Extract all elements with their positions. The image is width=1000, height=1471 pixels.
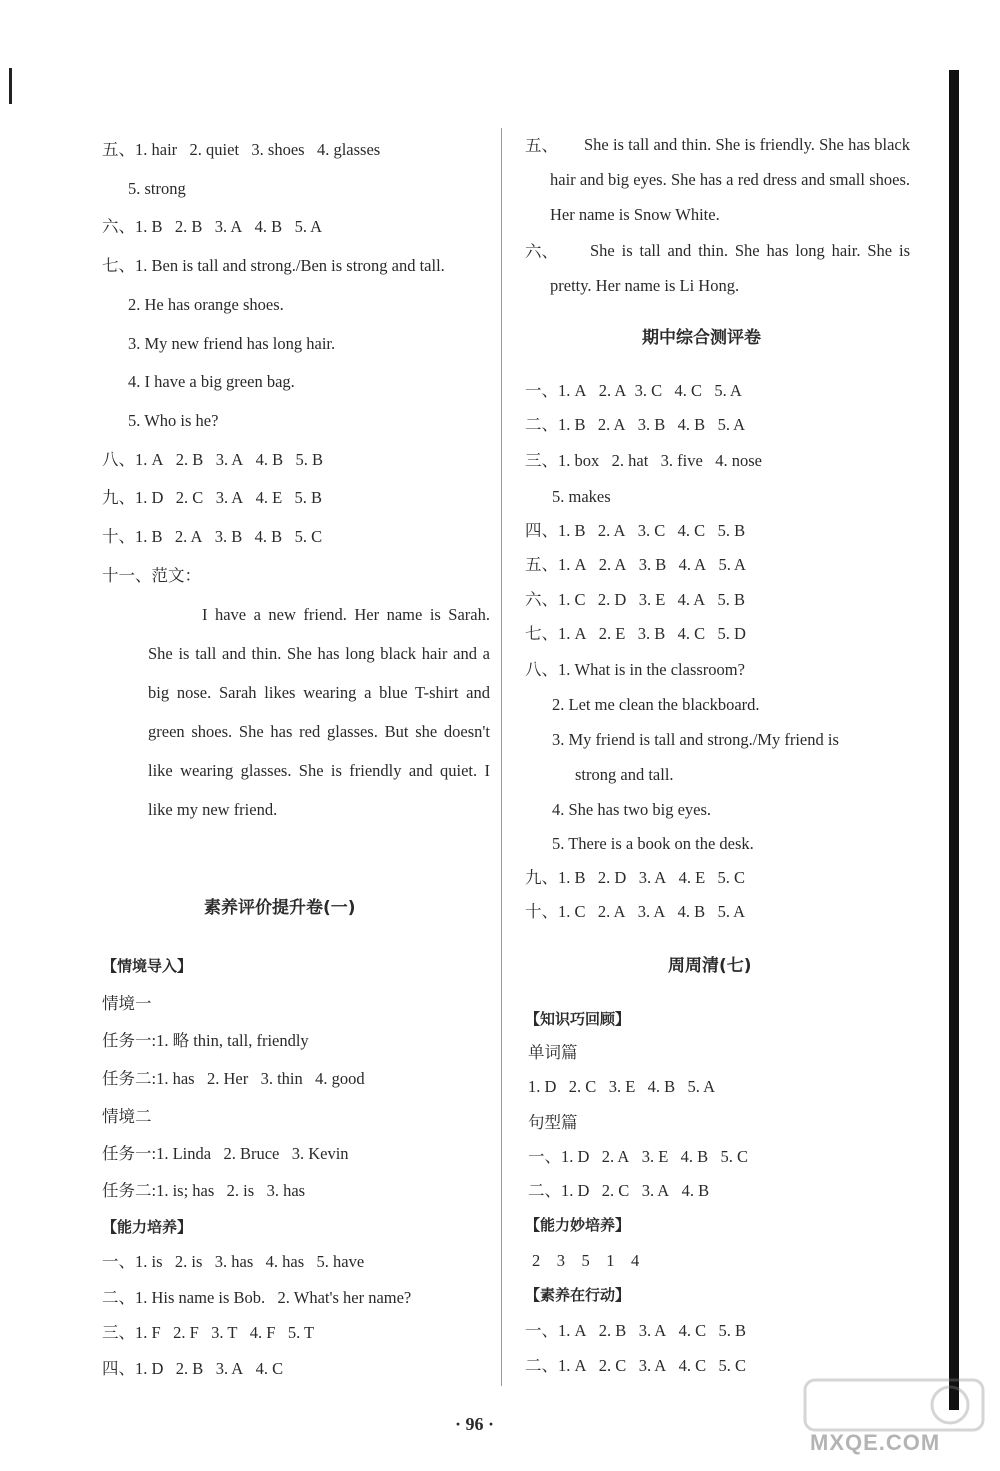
answer-line: 四、1. D 2. B 3. A 4. C <box>102 1359 284 1378</box>
answer-line: 任务一:1. 略 thin, tall, friendly <box>102 1031 309 1050</box>
answer-line: 单词篇 <box>528 1043 578 1062</box>
answer-line: 4. She has two big eyes. <box>552 800 712 819</box>
answer-line: 五、1. A 2. A 3. B 4. A 5. A <box>525 555 746 574</box>
answer-line: 3. My new friend has long hair. <box>128 334 336 353</box>
answer-line: 二、1. B 2. A 3. B 4. B 5. A <box>525 415 746 434</box>
answer-line: 八、1. A 2. B 3. A 4. B 5. B <box>102 450 323 469</box>
watermark-text: MXQE.COM <box>810 1430 941 1455</box>
answer-line: 任务二:1. is; has 2. is 3. has <box>102 1181 306 1200</box>
answer-label: 六、 <box>525 242 558 261</box>
column-divider <box>501 128 502 1386</box>
answer-line: 三、1. box 2. hat 3. five 4. nose <box>525 451 762 470</box>
answer-line: 一、1. is 2. is 3. has 4. has 5. have <box>102 1252 365 1271</box>
answer-line: 八、1. What is in the classroom? <box>525 660 745 679</box>
subsection-heading: 【素养在行动】 <box>525 1286 631 1304</box>
answer-line: 十、1. C 2. A 3. A 4. B 5. A <box>525 902 746 921</box>
answer-line: 一、1. A 2. B 3. A 4. C 5. B <box>525 1321 746 1340</box>
answer-line: 六、1. B 2. B 3. A 4. B 5. A <box>102 217 323 236</box>
answer-line: 二、1. His name is Bob. 2. What's her name? <box>102 1288 412 1307</box>
answer-line: 二、1. D 2. C 3. A 4. B <box>528 1181 710 1200</box>
answer-line: 三、1. F 2. F 3. T 4. F 5. T <box>102 1323 315 1342</box>
answer-line: 3. My friend is tall and strong./My friend is <box>552 730 839 749</box>
answer-line: 七、1. A 2. E 3. B 4. C 5. D <box>525 624 746 643</box>
answer-line: 七、1. Ben is tall and strong./Ben is strong and tall. <box>102 256 445 275</box>
answer-line: 5. Who is he? <box>128 411 219 430</box>
answer-line: 情境二 <box>102 1107 152 1126</box>
subsection-heading: 【知识巧回顾】 <box>525 1010 631 1028</box>
answer-line: 4. I have a big green bag. <box>128 372 295 391</box>
scan-edge-mark <box>9 68 12 104</box>
answer-line: 句型篇 <box>528 1113 578 1132</box>
section-heading: 素养评价提升卷(一) <box>204 898 356 918</box>
answer-line: 任务二:1. has 2. Her 3. thin 4. good <box>102 1069 365 1088</box>
sample-essay: I have a new friend. Her name is Sarah. She is tall and thin. She has long black hair and a big nose. Sarah likes wearing a blue T-shirt and green shoes. She has red glasses. But she doesn't like wearing glasses. She is friendly and quiet. I like my new friend. <box>148 605 490 819</box>
answer-line: 情境一 <box>102 994 152 1013</box>
answer-line: 二、1. A 2. C 3. A 4. C 5. C <box>525 1356 746 1375</box>
answer-line: 2 3 5 1 4 <box>532 1251 640 1270</box>
answer-line: 九、1. D 2. C 3. A 4. E 5. B <box>102 488 323 507</box>
answer-line: 九、1. B 2. D 3. A 4. E 5. C <box>525 868 746 887</box>
answer-line: 任务一:1. Linda 2. Bruce 3. Kevin <box>102 1144 349 1163</box>
subsection-heading: 【能力培养】 <box>102 1218 193 1236</box>
answer-line: 一、1. A 2. A 3. C 4. C 5. A <box>525 381 742 400</box>
section-heading: 期中综合测评卷 <box>642 328 761 348</box>
essay-label: 十一、范文： <box>102 566 201 585</box>
answer-line: strong and tall. <box>575 765 674 784</box>
answer-paragraph: She is tall and thin. She has long hair. She is pretty. Her name is Li Hong. <box>550 241 910 295</box>
answer-line: 1. D 2. C 3. E 4. B 5. A <box>528 1077 716 1096</box>
section-heading: 周周清(七) <box>668 956 752 976</box>
answer-line: 5. strong <box>128 179 186 198</box>
answer-line: 5. There is a book on the desk. <box>552 834 754 853</box>
answer-line: 2. Let me clean the blackboard. <box>552 695 760 714</box>
answer-line: 十、1. B 2. A 3. B 4. B 5. C <box>102 527 323 546</box>
answer-line: 五、1. hair 2. quiet 3. shoes 4. glasses <box>102 140 381 159</box>
subsection-heading: 【能力妙培养】 <box>525 1216 631 1234</box>
answer-line: 一、1. D 2. A 3. E 4. B 5. C <box>528 1147 749 1166</box>
page-number: · 96 · <box>455 1414 495 1434</box>
answer-line: 四、1. B 2. A 3. C 4. C 5. B <box>525 521 746 540</box>
subsection-heading: 【情境导入】 <box>102 957 193 975</box>
scan-edge-bar <box>949 70 959 1410</box>
answer-line: 六、1. C 2. D 3. E 4. A 5. B <box>525 590 746 609</box>
answer-line: 2. He has orange shoes. <box>128 295 284 314</box>
answer-label: 五、 <box>525 136 558 155</box>
answer-paragraph: She is tall and thin. She is friendly. She has black hair and big eyes. She has a red dress and small shoes. Her name is Snow White. <box>550 135 910 224</box>
answer-line: 5. makes <box>552 487 611 506</box>
